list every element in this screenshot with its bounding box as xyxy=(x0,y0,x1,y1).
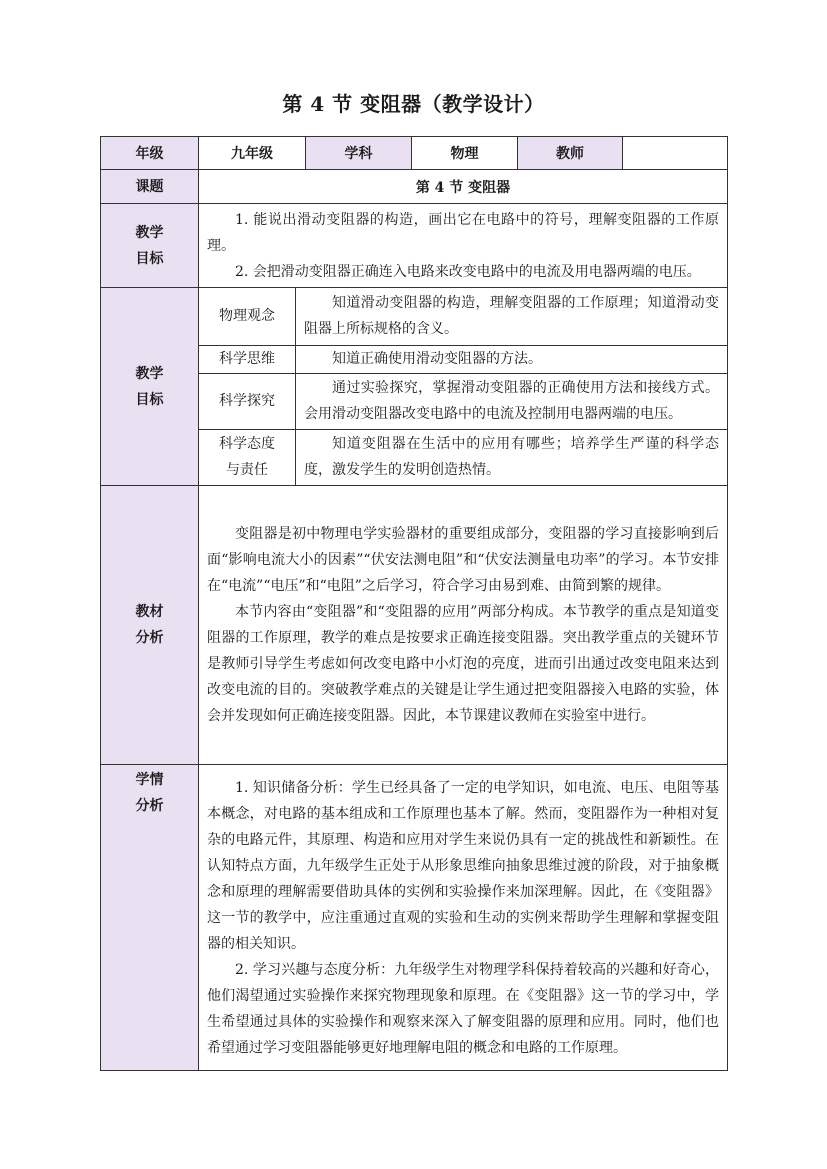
literacy-row xyxy=(101,288,728,486)
teacher-value xyxy=(623,137,728,170)
textbook-analysis-label-line2: 分析 xyxy=(135,630,164,646)
objectives-content xyxy=(199,204,728,288)
objectives-label-line2: 目标 xyxy=(135,250,164,267)
literacy-subrow xyxy=(199,288,727,345)
topic-row xyxy=(101,170,728,204)
subject-label: 学科 xyxy=(306,137,412,170)
literacy-subrow xyxy=(199,429,727,485)
grade-value: 九年级 xyxy=(199,137,306,170)
literacy-subtable xyxy=(199,288,727,485)
lesson-plan-table xyxy=(100,136,728,1071)
textbook-analysis-row xyxy=(101,486,728,765)
grade-label: 年级 xyxy=(101,137,199,170)
topic-value: 第 4 节 变阻器 xyxy=(199,170,728,204)
literacy-subrow-text: 知道正确使用滑动变阻器的方法。 xyxy=(332,351,542,367)
literacy-subrow-label: 科学思维 xyxy=(199,345,296,373)
analysis-paragraph: 变阻器是初中物理电学实验器材的重要组成部分，变阻器的学习直接影响到后面“影响电流大小的因素”“伏安法测电阻”和“伏安法测量电功率”的学习。本节安排在“电流”“电压”和“电阻”之后学习，符合学习由易到难、由简到繁的规律。 xyxy=(207,526,719,594)
literacy-subrow xyxy=(199,373,727,429)
literacy-content xyxy=(199,288,728,486)
objective-item: 2. 会把滑动变阻器正确连入电路来改变电路中的电流及用电器两端的电压。 xyxy=(235,263,701,280)
analysis-paragraph: 2. 学习兴趣与态度分析：九年级学生对物理学科保持着较高的兴趣和好奇心，他们渴望通过实验操作来探究物理现象和原理。在《变阻器》这一节的学习中，学生希望通过具体的实验操作和观察来深入了解变阻器的原理和应用。同时，他们也希望通过学习变阻器能够更好地理解电阻的概念和电路的工作原理。 xyxy=(207,961,719,1056)
objectives-label xyxy=(101,204,199,288)
analysis-paragraph: 1. 知识储备分析：学生已经具备了一定的电学知识，如电流、电压、电阻等基本概念，对电路的基本组成和工作原理也基本了解。然而，变阻器作为一种相对复杂的电路元件，其原理、构造和应用对学生来说仍具有一定的挑战性和新颖性。在认知特点方面，九年级学生正处于从形象思维向抽象思维过渡的阶段，对于抽象概念和原理的理解需要借助具体的实例和实验操作来加深理解。因此，在《变阻器》这一节的教学中，应注重通过直观的实验和生动的实例来帮助学生理解和掌握变阻器的相关知识。 xyxy=(207,779,719,952)
textbook-analysis-label xyxy=(101,486,199,765)
objectives-row xyxy=(101,204,728,288)
literacy-label-line1: 教学 xyxy=(135,365,164,382)
student-analysis-row xyxy=(101,765,728,1071)
literacy-subrow-label-line2: 与责任 xyxy=(226,462,268,479)
literacy-label-line2: 目标 xyxy=(135,391,164,408)
literacy-subrow-text: 知道滑动变阻器的构造，理解变阻器的工作原理；知道滑动变阻器上所标规格的含义。 xyxy=(304,295,719,338)
analysis-paragraph: 本节内容由“变阻器”和“变阻器的应用”两部分构成。本节教学的重点是知道变阻器的工作原理，教学的难点是按要求正确连接变阻器。突出教学重点的关键环节是教师引导学生考虑如何改变电路中小灯泡的亮度，进而引出通过改变电阻来达到改变电流的目的。突破教学难点的关键是让学生通过把变阻器接入电路的实验，体会并发现如何正确连接变阻器。因此，本节课建议教师在实验室中进行。 xyxy=(207,604,719,724)
objectives-label-line1: 教学 xyxy=(135,224,164,241)
literacy-subrow-label: 物理观念 xyxy=(199,288,296,345)
header-row xyxy=(101,137,728,170)
textbook-analysis-content xyxy=(199,486,728,765)
literacy-subrow-text: 知道变阻器在生活中的应用有哪些；培养学生严谨的科学态度，激发学生的发明创造热情。 xyxy=(304,436,719,479)
student-analysis-label xyxy=(101,765,199,1071)
student-analysis-content xyxy=(199,765,728,1071)
literacy-subrow xyxy=(199,345,727,373)
teacher-label: 教师 xyxy=(518,137,623,170)
subject-value: 物理 xyxy=(412,137,518,170)
topic-label: 课题 xyxy=(101,170,199,204)
literacy-subrow-label: 科学探究 xyxy=(199,373,296,429)
student-analysis-label-line1: 学情 xyxy=(135,772,164,788)
objective-item: 1. 能说出滑动变阻器的构造，画出它在电路中的符号，理解变阻器的工作原理。 xyxy=(207,211,719,254)
literacy-subrow-label-line1: 科学态度 xyxy=(219,436,275,453)
literacy-subrow-label xyxy=(199,429,296,485)
literacy-subrow-text: 通过实验探究，掌握滑动变阻器的正确使用方法和接线方式。会用滑动变阻器改变电路中的电流及控制用电器两端的电压。 xyxy=(304,380,719,422)
literacy-label xyxy=(101,288,199,486)
textbook-analysis-label-line1: 教材 xyxy=(135,604,164,620)
student-analysis-label-line2: 分析 xyxy=(135,798,164,814)
document-title: 第 4 节 变阻器（教学设计） xyxy=(282,92,545,116)
